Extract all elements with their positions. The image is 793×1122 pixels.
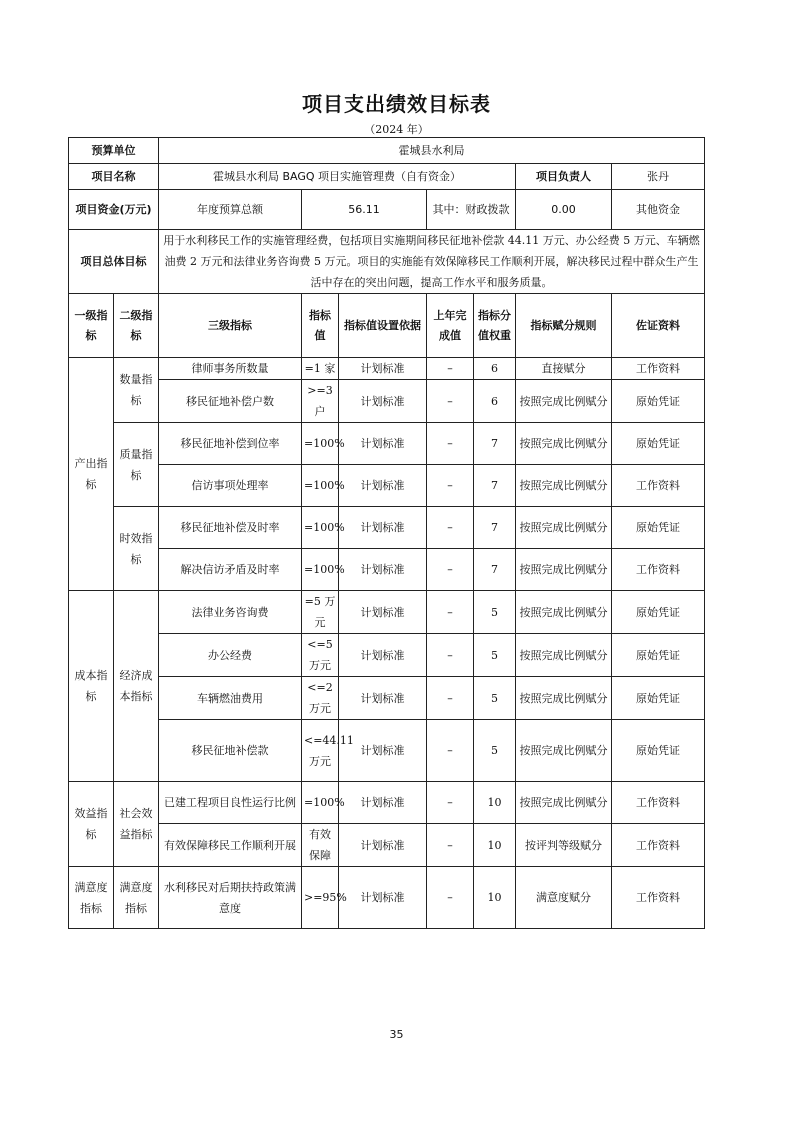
group-satisfaction: 满意度指标: [69, 867, 114, 929]
row-basis: 计划标准: [339, 634, 427, 677]
row-rule: 按照完成比例赋分: [516, 677, 612, 720]
goal-text: 用于水利移民工作的实施管理经费，包括项目实施期间移民征地补偿款 44.11 万元、办公经费 5 万元、车辆燃油费 2 万元和法律业务咨询费 5 万元。项目的实施能有效保障移民工作顺利开展，解决移民过程中群众生产生活中存在的突出问题，提高工作水平和服务质量。: [159, 230, 705, 294]
row-basis: 计划标准: [339, 380, 427, 423]
row-weight: 10: [474, 824, 516, 867]
row-name: 解决信访矛盾及时率: [159, 549, 302, 591]
owner-value: 张丹: [612, 164, 705, 190]
row-weight: 5: [474, 634, 516, 677]
row-value: =100%: [302, 549, 339, 591]
header-level2: 二级指标: [114, 294, 159, 358]
row-evidence: 原始凭证: [612, 591, 705, 634]
row-evidence: 原始凭证: [612, 380, 705, 423]
page-number: 35: [389, 1028, 404, 1041]
row-weight: 6: [474, 380, 516, 423]
row-name: 水利移民对后期扶持政策满意度: [159, 867, 302, 929]
page-title: 项目支出绩效目标表: [302, 92, 491, 116]
header-rule: 指标赋分规则: [516, 294, 612, 358]
row-weight: 10: [474, 782, 516, 824]
row-name: 律师事务所数量: [159, 358, 302, 380]
row-basis: 计划标准: [339, 824, 427, 867]
row-last: –: [427, 677, 474, 720]
row-name: 已建工程项目良性运行比例: [159, 782, 302, 824]
row-rule: 按照完成比例赋分: [516, 507, 612, 549]
row-weight: 7: [474, 423, 516, 465]
row-weight: 7: [474, 465, 516, 507]
row-name: 办公经费: [159, 634, 302, 677]
row-evidence: 工作资料: [612, 465, 705, 507]
row-name: 移民征地补偿及时率: [159, 507, 302, 549]
funds-label: 项目资金(万元): [69, 190, 159, 230]
row-rule: 按照完成比例赋分: [516, 465, 612, 507]
total-value: 56.11: [302, 190, 427, 230]
row-basis: 计划标准: [339, 507, 427, 549]
row-rule: 按照完成比例赋分: [516, 549, 612, 591]
fiscal-label: 其中：财政拨款: [427, 190, 516, 230]
row-rule: 满意度赋分: [516, 867, 612, 929]
fiscal-value: 0.00: [516, 190, 612, 230]
row-last: –: [427, 423, 474, 465]
row-value: >=3户: [302, 380, 339, 423]
row-name: 信访事项处理率: [159, 465, 302, 507]
row-evidence: 原始凭证: [612, 507, 705, 549]
header-weight: 指标分值权重: [474, 294, 516, 358]
row-evidence: 原始凭证: [612, 720, 705, 782]
row-weight: 10: [474, 867, 516, 929]
row-last: –: [427, 720, 474, 782]
row-rule: 按照完成比例赋分: [516, 782, 612, 824]
goal-label: 项目总体目标: [69, 230, 159, 294]
header-value: 指标值: [302, 294, 339, 358]
group-social-benefit: 社会效益指标: [114, 782, 159, 867]
row-last: –: [427, 591, 474, 634]
row-basis: 计划标准: [339, 591, 427, 634]
group-quality: 质量指标: [114, 423, 159, 507]
row-rule: 直接赋分: [516, 358, 612, 380]
row-last: –: [427, 634, 474, 677]
project-label: 项目名称: [69, 164, 159, 190]
row-rule: 按评判等级赋分: [516, 824, 612, 867]
row-last: –: [427, 824, 474, 867]
owner-label: 项目负责人: [516, 164, 612, 190]
header-level3: 三级指标: [159, 294, 302, 358]
row-weight: 7: [474, 507, 516, 549]
header-basis: 指标值设置依据: [339, 294, 427, 358]
total-label: 年度预算总额: [159, 190, 302, 230]
row-weight: 5: [474, 591, 516, 634]
row-basis: 计划标准: [339, 677, 427, 720]
group-cost: 成本指标: [69, 591, 114, 782]
row-value: =100%: [302, 507, 339, 549]
group-satisfaction-level2: 满意度指标: [114, 867, 159, 929]
row-value: <=5万元: [302, 634, 339, 677]
row-rule: 按照完成比例赋分: [516, 591, 612, 634]
row-name: 车辆燃油费用: [159, 677, 302, 720]
row-value: =5 万元: [302, 591, 339, 634]
header-last-year: 上年完成值: [427, 294, 474, 358]
row-basis: 计划标准: [339, 720, 427, 782]
row-rule: 按照完成比例赋分: [516, 380, 612, 423]
group-econ-cost: 经济成本指标: [114, 591, 159, 782]
row-evidence: 原始凭证: [612, 634, 705, 677]
header-evidence: 佐证资料: [612, 294, 705, 358]
row-last: –: [427, 782, 474, 824]
row-name: 法律业务咨询费: [159, 591, 302, 634]
row-evidence: 工作资料: [612, 549, 705, 591]
row-name: 移民征地补偿款: [159, 720, 302, 782]
performance-table: [68, 137, 705, 929]
row-value: =100%: [302, 782, 339, 824]
row-value: >=95%: [302, 867, 339, 929]
row-last: –: [427, 549, 474, 591]
header-level1: 一级指标: [69, 294, 114, 358]
group-timeliness: 时效指标: [114, 507, 159, 591]
row-rule: 按照完成比例赋分: [516, 634, 612, 677]
row-basis: 计划标准: [339, 423, 427, 465]
row-name: 移民征地补偿到位率: [159, 423, 302, 465]
row-basis: 计划标准: [339, 867, 427, 929]
row-last: –: [427, 867, 474, 929]
group-quantity: 数量指标: [114, 358, 159, 423]
row-evidence: 工作资料: [612, 358, 705, 380]
unit-value: 霍城县水利局: [159, 138, 705, 164]
row-basis: 计划标准: [339, 465, 427, 507]
group-benefit: 效益指标: [69, 782, 114, 867]
row-weight: 7: [474, 549, 516, 591]
group-output: 产出指标: [69, 358, 114, 591]
row-evidence: 原始凭证: [612, 677, 705, 720]
row-value: <=2万元: [302, 677, 339, 720]
year-label: （2024 年）: [364, 123, 429, 136]
row-evidence: 工作资料: [612, 824, 705, 867]
row-name: 有效保障移民工作顺利开展: [159, 824, 302, 867]
row-basis: 计划标准: [339, 358, 427, 380]
row-evidence: 原始凭证: [612, 423, 705, 465]
row-weight: 5: [474, 677, 516, 720]
row-rule: 按照完成比例赋分: [516, 720, 612, 782]
row-basis: 计划标准: [339, 782, 427, 824]
row-value: =100%: [302, 423, 339, 465]
row-value: <=44.11 万元: [302, 720, 339, 782]
unit-label: 预算单位: [69, 138, 159, 164]
row-name: 移民征地补偿户数: [159, 380, 302, 423]
row-last: –: [427, 358, 474, 380]
row-value: =100%: [302, 465, 339, 507]
row-value: 有效保障: [302, 824, 339, 867]
row-rule: 按照完成比例赋分: [516, 423, 612, 465]
row-last: –: [427, 380, 474, 423]
project-value: 霍城县水利局 BAGQ 项目实施管理费（自有资金）: [159, 164, 516, 190]
row-last: –: [427, 507, 474, 549]
row-evidence: 工作资料: [612, 782, 705, 824]
row-evidence: 工作资料: [612, 867, 705, 929]
row-weight: 6: [474, 358, 516, 380]
row-basis: 计划标准: [339, 549, 427, 591]
row-weight: 5: [474, 720, 516, 782]
row-last: –: [427, 465, 474, 507]
other-label: 其他资金: [612, 190, 705, 230]
row-value: =1 家: [302, 358, 339, 380]
